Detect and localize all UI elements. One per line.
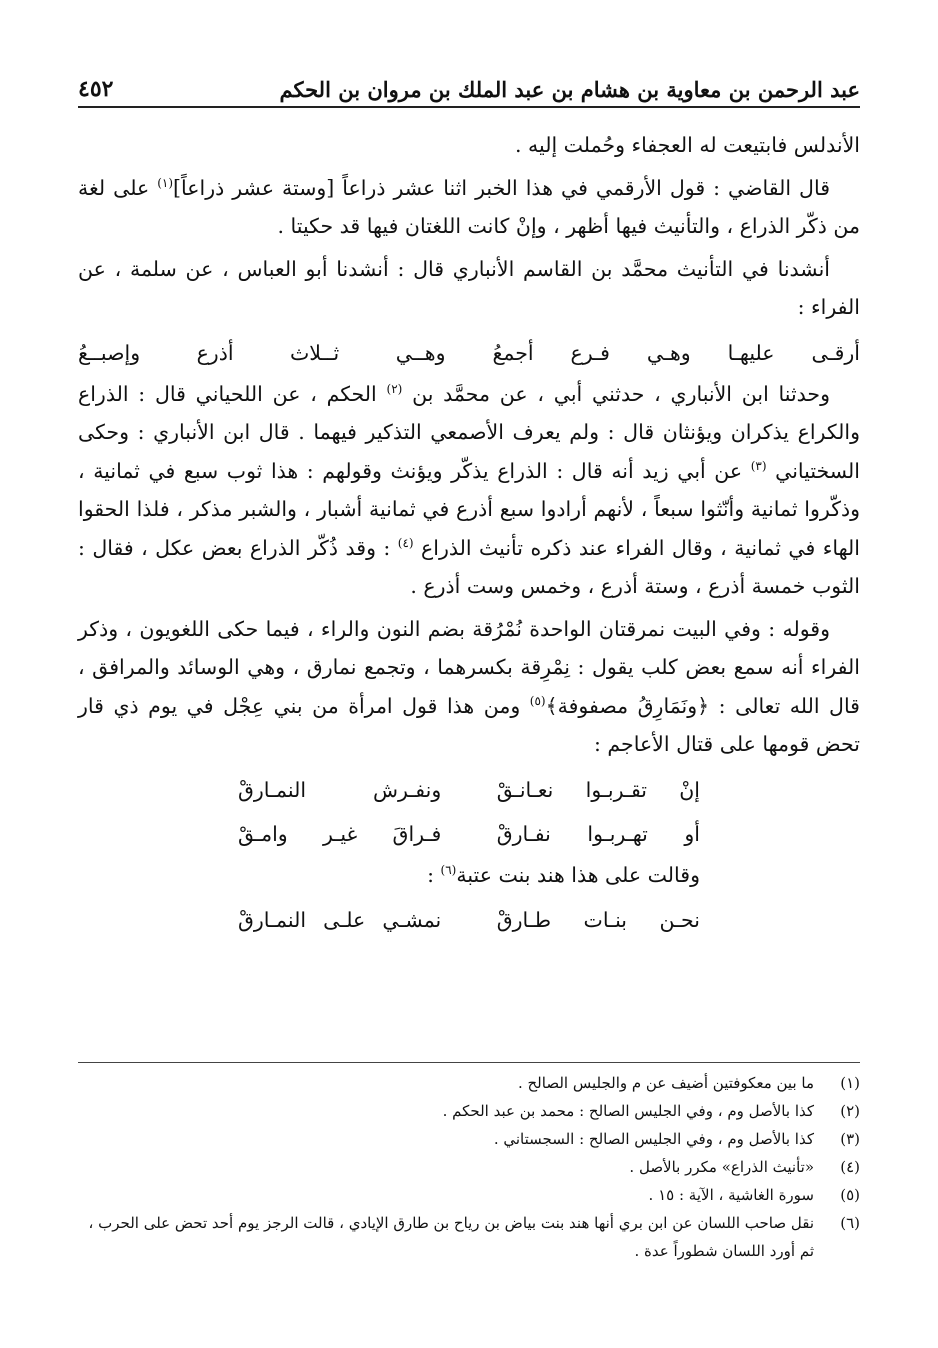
verse-4-first-hemistich: نحـن بنـات طـارقْ — [496, 908, 700, 932]
page-header — [78, 62, 860, 108]
paragraph-3: أنشدنا في التأنيث محمَّد بن القاسم الأنباري قال : أنشدنا أبو العباس ، عن سلمة ، عن الفراء : — [78, 256, 860, 319]
footnote-number: (٢) — [840, 1102, 860, 1120]
paragraph-6: وقالت على هذا هند بنت عتبة$^{(٦)}$ : — [427, 862, 700, 887]
verse-2-first-hemistich: إنْ تقـربـوا نعـانـقْ — [496, 777, 700, 802]
verse-4 — [78, 898, 860, 942]
footnotes — [78, 1062, 860, 1265]
footnote-2 — [78, 1097, 860, 1125]
footnote-ref-3: (٣) — [750, 458, 767, 473]
paragraph-2: قال القاضي : قول الأرقمي في هذا الخبر اثنا عشر ذراعاً [وستة عشر ذراعاً]$^{(١)}$ على لغة من ذكّر الذراع ، والتأنيث فيها أظهر ، وإنْ كانت اللغتان فيها قد حكيتا . — [78, 175, 860, 238]
footnote-text: ما بين معكوفتين أضيف عن م والجليس الصالح . — [517, 1074, 814, 1092]
paragraph-4: وحدثنا ابن الأنباري ، حدثني أبي ، عن محمَّد بن $^{(٢)}$ الحكم ، عن اللحياني قال : الذراع والكراع يذكران ويؤنثان قال : ولم يعرف الأصمعي التذكير فيهما . قال ابن الأنباري : وحكى السختياني $^{(٣)}$ عن أبي زيد أنه قال : الذراع يذكّر ويؤنث وقولهم : هذا ثوب سبع في ثمانية ، وذكّروا ثمانية وأنّثوا سبعاً ، لأنهم أرادوا سبع أذرع في ثمانية أشبار ، والشبر مذكر ، فلذا الحقوا الهاء في ثمانية ، وقال الفراء عند ذكره تأنيث الذراع $^{(٤)}$ : وقد ذُكّر الذراع بعض عكل ، فقال : الثوب خمسة أذرع ، وستة أذرع ، وخمس وست أذرع . — [78, 381, 860, 598]
running-title: عبد الرحمن بن معاوية بن هشام بن عبد الملك بن مروان بن الحكم — [279, 77, 860, 102]
paragraph-1: الأندلس فابتيعت له العجفاء وحُملت إليه . — [514, 133, 860, 157]
page-number: ٤٥٢ — [78, 76, 114, 102]
verse-1-first-hemistich: أرقـى عليهـا وهـي فـرع أجمعُ — [492, 340, 860, 365]
footnote-ref-4: (٤) — [397, 535, 414, 550]
footnote-5 — [78, 1181, 860, 1209]
footnote-ref-6: (٦) — [440, 862, 457, 877]
footnote-number: (٦) — [840, 1214, 860, 1232]
footnote-ref-1: (١) — [157, 175, 174, 190]
verse-4-second-hemistich: نمشـي علـى النمـارقْ — [238, 908, 442, 932]
footnote-4 — [78, 1153, 860, 1181]
footnote-3 — [78, 1125, 860, 1153]
footnote-text: كذا بالأصل وم ، وفي الجليس الصالح : محمد بن عبد الحكم . — [442, 1102, 814, 1120]
verse-2-second-hemistich: ونفـرش النمـارقْ — [238, 777, 442, 802]
paragraph-5: وقوله : وفي البيت نمرقتان الواحدة نُمْرُقة بضم النون والراء ، فيما حكى اللغويون ، وذكر الفراء أنه سمع بعض كلب يقول : نِمْرِقة بكسرهما ، وتجمع نمارق ، وهي الوسائد والمرافق ، قال الله تعالى : ﴿ونَمَارِقُ مصفوفة﴾$^{(٥)}$ ومن هذا قول امرأة من بني عِجْل في يوم ذي قار تحض قومها على قتال الأعاجم : — [78, 616, 860, 756]
footnote-number: (٤) — [840, 1158, 860, 1176]
footnote-text: سورة الغاشية ، الآية : ١٥ . — [648, 1186, 814, 1204]
footnote-ref-2: (٢) — [386, 381, 403, 396]
main-text — [78, 126, 860, 942]
footnote-number: (٣) — [840, 1130, 860, 1148]
verse-2 — [78, 768, 860, 812]
verse-3-second-hemistich: فـراقَ غيـر وامـقْ — [238, 821, 442, 846]
footnote-6 — [78, 1209, 860, 1265]
footnote-ref-5: (٥) — [529, 693, 546, 708]
footnote-text: «تأنيث الذراع» مكرر بالأصل . — [629, 1158, 814, 1176]
verse-1 — [78, 331, 860, 375]
footnote-text: نقل صاحب اللسان عن ابن بري أنها هند بنت بياض بن رياح بن طارق الإيادي ، قالت الرجز يوم أحد تحض على الحرب ، ثم أورد اللسان شطوراً عدة . — [88, 1214, 814, 1260]
footnote-1 — [78, 1069, 860, 1097]
footnote-number: (١) — [840, 1074, 860, 1092]
footnote-number: (٥) — [840, 1186, 860, 1204]
verse-3 — [78, 812, 860, 856]
verse-1-second-hemistich: وهــي ثــلاث أذرع وإصبــعُ — [78, 340, 446, 365]
verse-3-first-hemistich: أو تهـربـوا نفـارقْ — [496, 821, 700, 846]
footnote-text: كذا بالأصل وم ، وفي الجليس الصالح : السجستاني . — [493, 1130, 814, 1148]
